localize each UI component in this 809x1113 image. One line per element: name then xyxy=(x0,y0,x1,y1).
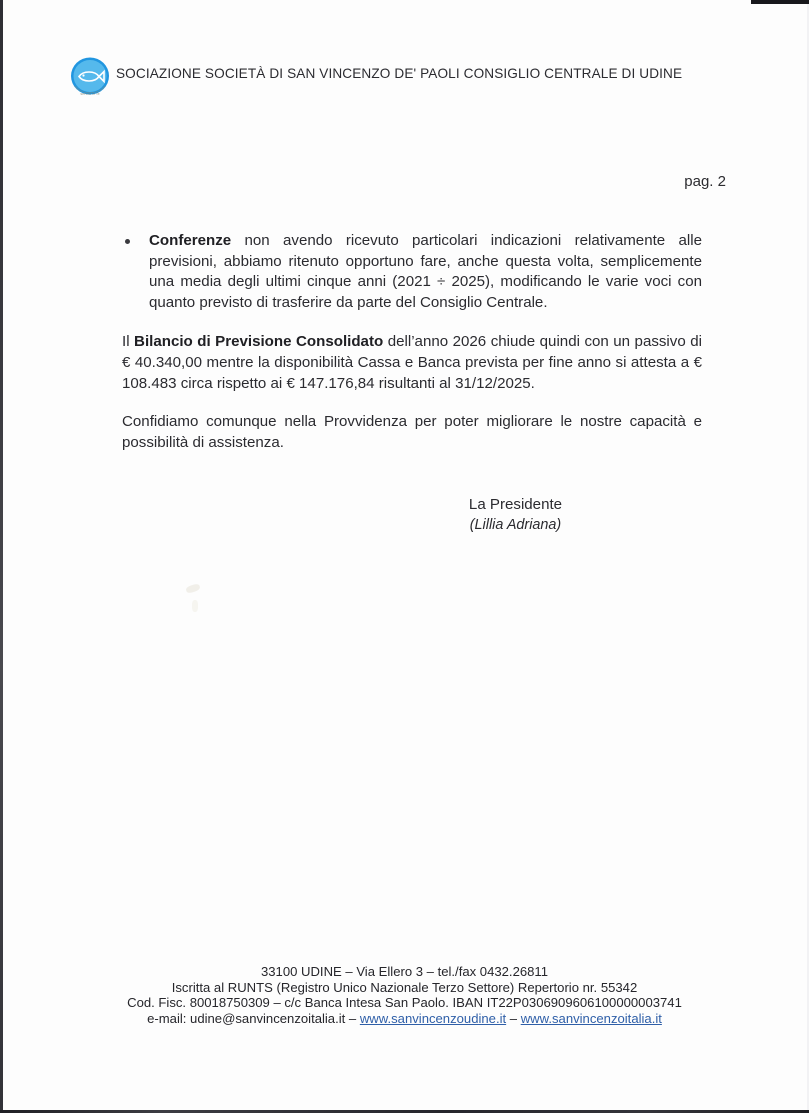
paragraph-bilancio-before: Il xyxy=(122,333,135,351)
document-body xyxy=(122,231,702,453)
svg-text:servire in Te: servire in Te xyxy=(80,92,100,96)
footer-website-udine-link[interactable]: www.sanvincenzoudine.it xyxy=(359,1010,507,1026)
page-number: pag. 2 xyxy=(684,173,726,190)
footer-separator: – xyxy=(506,1010,521,1026)
paragraph-spacer xyxy=(122,394,702,412)
footer-separator: – xyxy=(345,1010,360,1026)
signature-block xyxy=(408,494,623,535)
paragraph-bilancio-bold: Bilancio di Previsione Consolidato xyxy=(134,333,384,351)
footer-contact-line xyxy=(0,1011,809,1027)
fish-circle-logo-icon xyxy=(68,56,114,102)
footer-address-line: 33100 UDINE – Via Ellero 3 – tel./fax 0432.26811 xyxy=(260,964,549,979)
paragraph-confidiamo: Confidiamo comunque nella Provvidenza per poter migliorare le nostre capacità e possibilità di assistenza. xyxy=(122,413,702,451)
scan-smudge xyxy=(192,600,198,612)
scan-edge-top-right xyxy=(751,0,809,4)
paragraph-lead-term: Conferenze xyxy=(149,232,232,249)
bullet-dot-icon xyxy=(125,239,130,244)
footer-website-italia-link[interactable]: www.sanvincenzoitalia.it xyxy=(520,1010,662,1026)
footer-fiscal-line: Cod. Fisc. 80018750309 – c/c Banca Intesa San Paolo. IBAN IT22P0306909606100000003741 xyxy=(127,995,682,1011)
document-footer xyxy=(0,964,809,1026)
signature-role: La Presidente xyxy=(468,496,563,513)
scan-smudge xyxy=(185,583,200,594)
organization-name: SOCIAZIONE SOCIETÀ DI SAN VINCENZO DE' PAOLI CONSIGLIO CENTRALE DI UDINE xyxy=(116,66,683,81)
scan-edge-left xyxy=(0,0,3,1113)
paragraph-conferenze xyxy=(149,231,702,313)
paragraph-conferenze-text: non avendo ricevuto particolari indicazioni relativamente alle previsioni, abbiamo ritenuto opportuno fare, anche questa volta, semplicemente una media degli ultimi cinque anni (2021 ÷ 2025), modificando le varie voci con quanto previsto di trasferire da parte del Consiglio Centrale. xyxy=(149,232,702,311)
paragraph-bilancio xyxy=(122,332,702,394)
footer-runts-line: Iscritta al RUNTS (Registro Unico Nazionale Terzo Settore) Repertorio nr. 55342 xyxy=(171,979,638,995)
signature-name: (Lillia Adriana) xyxy=(469,517,562,533)
letterhead xyxy=(68,55,768,103)
footer-email: e-mail: udine@sanvincenzoitalia.it xyxy=(147,1010,346,1026)
bulleted-paragraph xyxy=(122,231,702,313)
paragraph-bilancio-after: dell’anno 2026 chiude quindi con un passivo di € 40.340,00 mentre la disponibilità Cassa e Banca prevista per fine anno si attesta a € 108.483 circa rispetto ai € 147.176,84 risultanti al 31/12/2025. xyxy=(122,333,702,392)
